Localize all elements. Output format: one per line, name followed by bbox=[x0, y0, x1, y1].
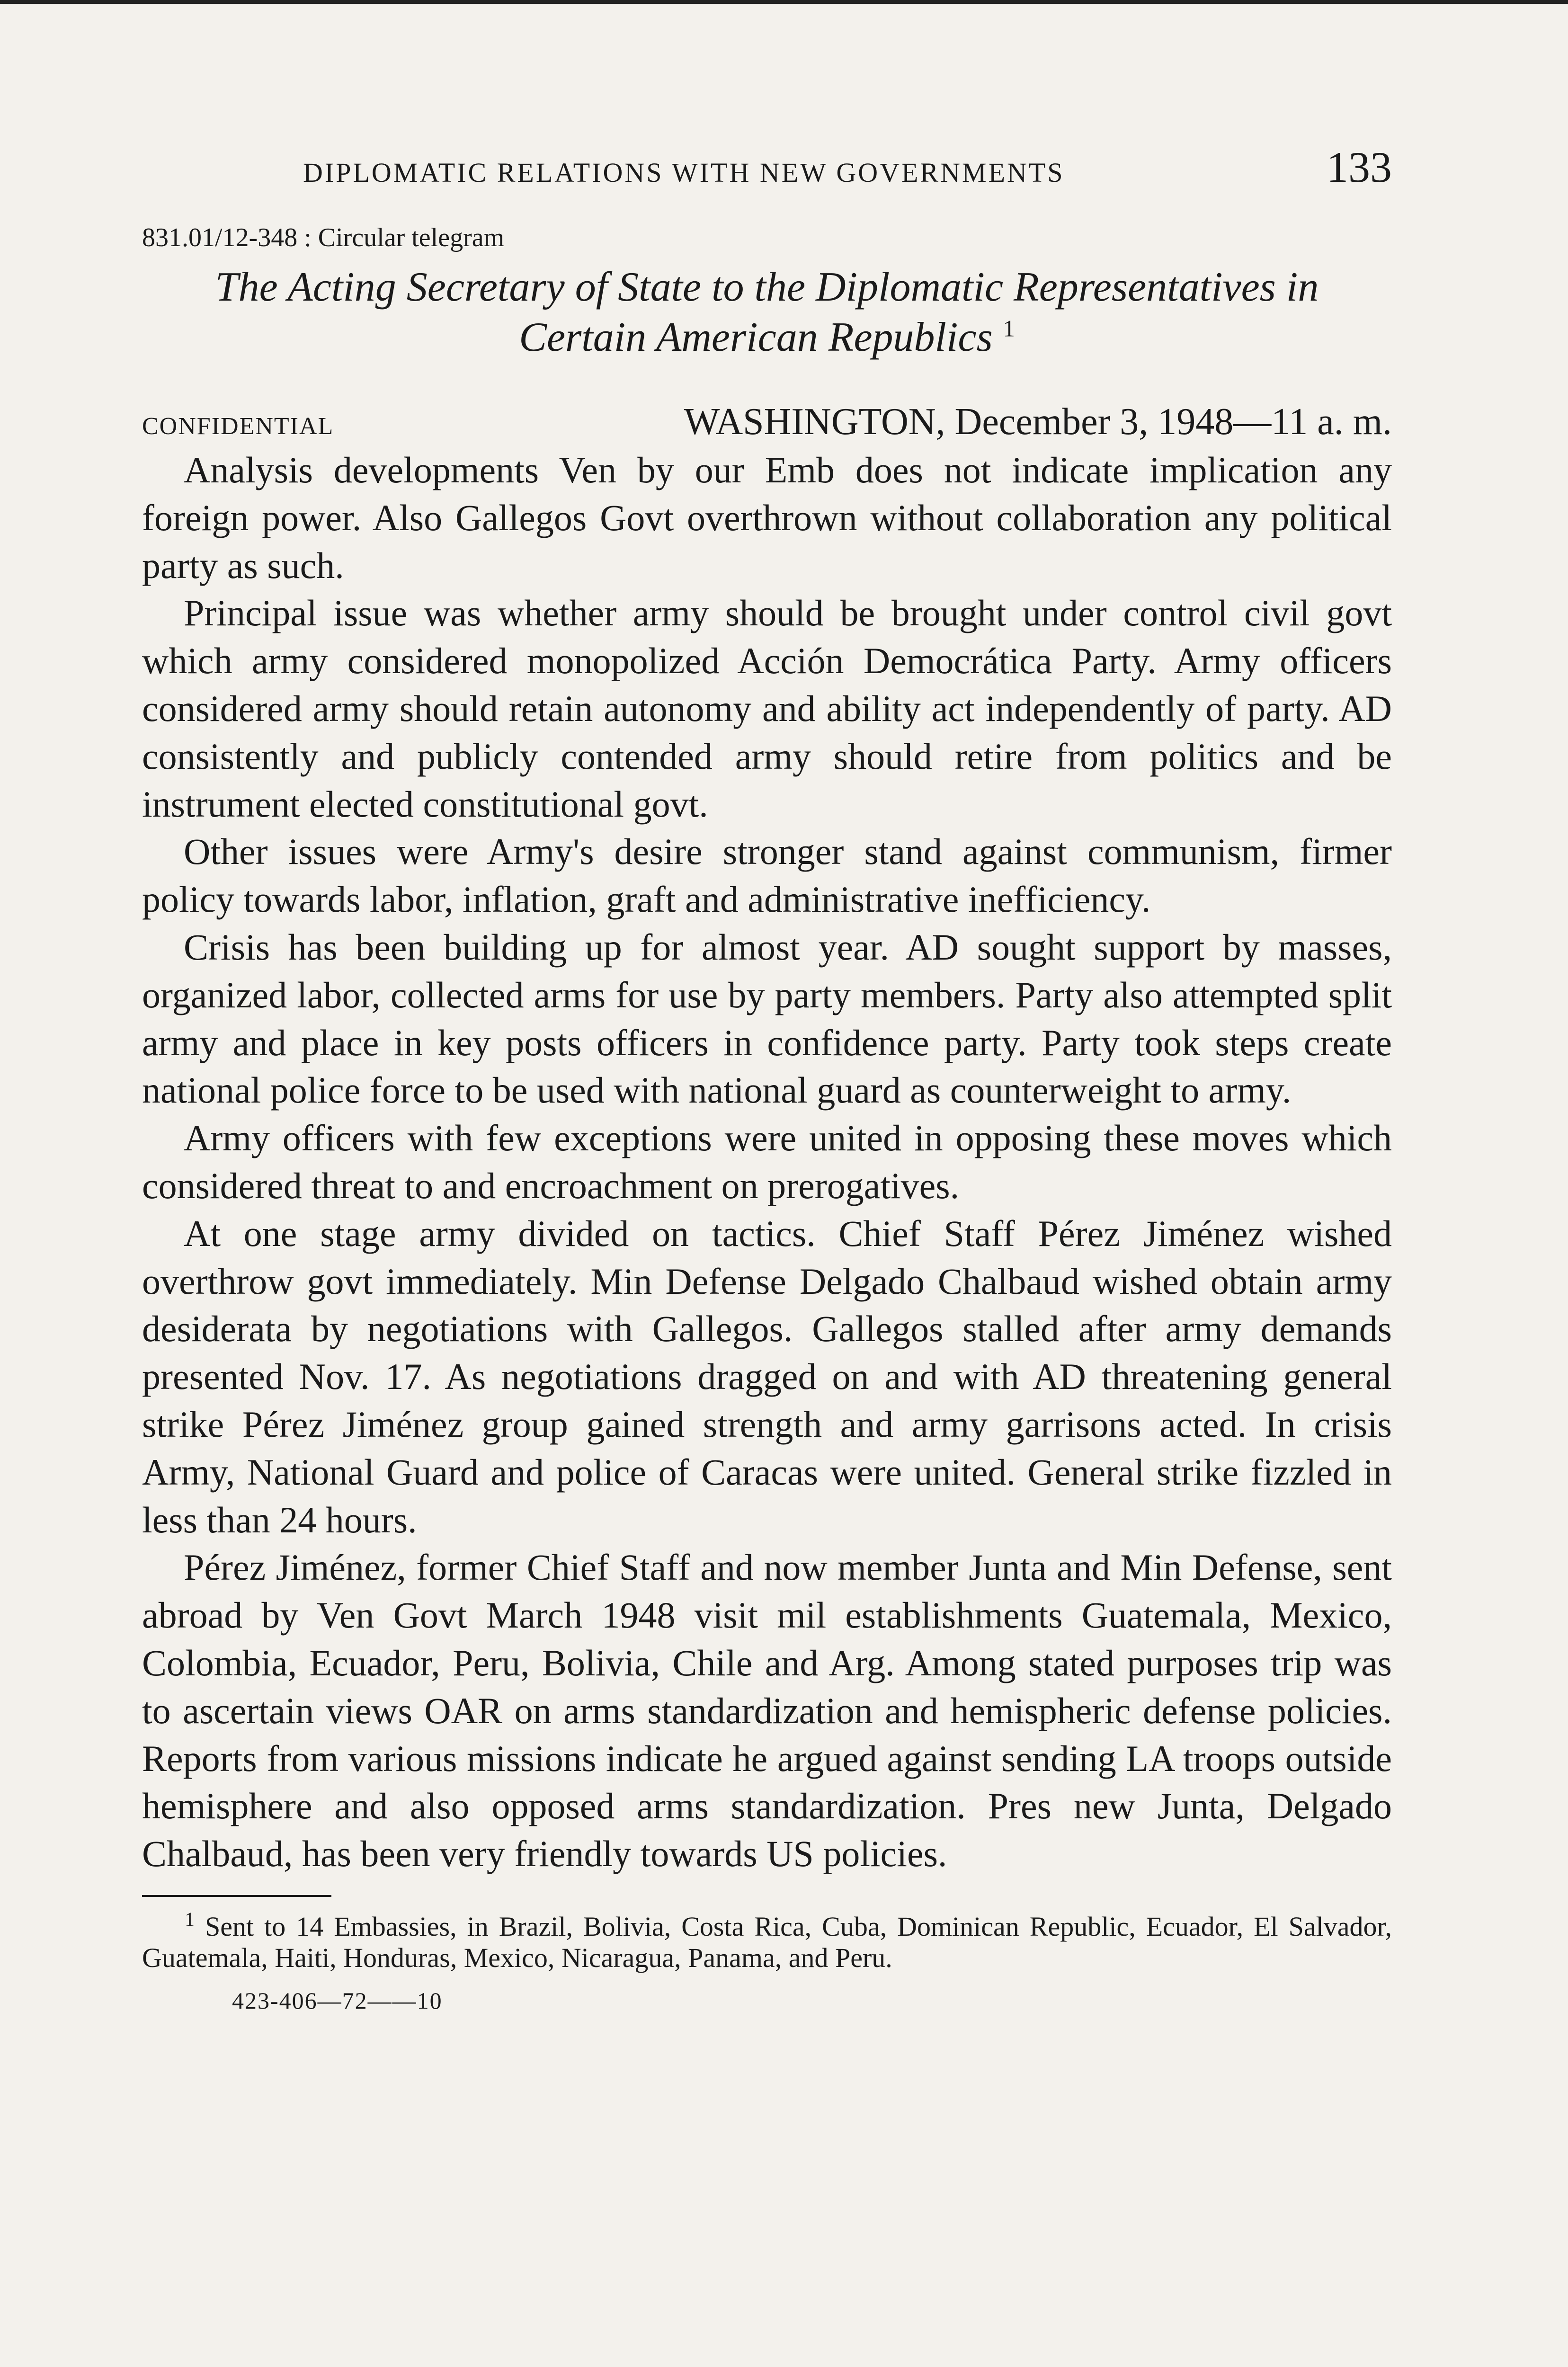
body-paragraph-7: Pérez Jiménez, former Chief Staff and now member Junta and Min Defense, sent abroad by Ven Govt March 1948 visit mil establishments Guatemala, Mexico, Colombia, Ecuador, Peru, Bolivia, Chile and Arg. Among stated purposes trip was to ascertain views OAR on arms standardization and hemispheric defense policies. Reports from various missions indicate he argued against sending LA troops outside hemisphere and also opposed arms standardization. Pres new Junta, Delgado Chalbaud, has been very friendly towards US policies. bbox=[142, 1547, 1392, 1875]
telegram-body bbox=[142, 446, 1392, 1878]
document-title-text: The Acting Secretary of State to the Diplomatic Representatives in Certain American Republics bbox=[215, 264, 1319, 360]
document-reference: 831.01/12-348 : Circular telegram bbox=[142, 223, 505, 252]
footnote-divider bbox=[142, 1895, 331, 1897]
footnote bbox=[142, 1911, 1392, 1974]
document-page bbox=[142, 142, 1392, 2014]
footnote-number: 1 bbox=[185, 1909, 195, 1931]
page-number: 133 bbox=[1327, 143, 1392, 191]
body-paragraph-2: Principal issue was whether army should be brought under control civil govt which army considered monopolized Acción Democrática Party. Army officers considered army should retain autonomy and ability act independently of party. AD consistently and publicly contended army should retire from politics and be instrument elected constitutional govt. bbox=[142, 592, 1392, 825]
body-paragraph-4: Crisis has been building up for almost year. AD sought support by masses, organized labor, collected arms for use by party members. Party also attempted split army and place in key posts officers in confidence party. Party took steps create national police force to be used with national guard as counterweight to army. bbox=[142, 926, 1392, 1111]
running-header bbox=[303, 142, 1392, 191]
body-paragraph-1: Analysis developments Ven by our Emb does not indicate implication any foreign power. Also Gallegos Govt overthrown without collaboration any political party as such. bbox=[142, 449, 1392, 586]
footnote-text: Sent to 14 Embassies, in Brazil, Bolivia, Costa Rica, Cuba, Dominican Republic, Ecuador, El Salvador, Guatemala, Haiti, Honduras, Mexico, Nicaragua, Panama, and Peru. bbox=[142, 1911, 1392, 1973]
body-paragraph-5: Army officers with few exceptions were united in opposing these moves which considered threat to and encroachment on prerogatives. bbox=[142, 1117, 1392, 1206]
title-footnote-mark: 1 bbox=[1003, 315, 1015, 342]
classification-label: CONFIDENTIAL bbox=[142, 413, 334, 440]
document-title bbox=[142, 262, 1392, 363]
body-paragraph-6: At one stage army divided on tactics. Chief Staff Pérez Jiménez wished overthrow govt immediately. Min Defense Delgado Chalbaud wished obtain army desiderata by negotiations with Gallegos. Gallegos stalled after army demands presented Nov. 17. As negotiations dragged on and with AD threatening general strike Pérez Jiménez group gained strength and army garrisons acted. In crisis Army, National Guard and police of Caracas were united. General strike fizzled in less than 24 hours. bbox=[142, 1212, 1392, 1540]
dateline bbox=[142, 400, 1392, 444]
body-paragraph-3: Other issues were Army's desire stronger stand against communism, firmer policy towards labor, inflation, graft and administrative inefficiency. bbox=[142, 831, 1392, 920]
place-and-date: WASHINGTON, December 3, 1948—11 a. m. bbox=[684, 401, 1392, 443]
running-title: DIPLOMATIC RELATIONS WITH NEW GOVERNMENTS bbox=[303, 157, 1065, 188]
printer-code: 423-406—72——10 bbox=[232, 1987, 443, 2014]
top-page-rule bbox=[0, 0, 1568, 4]
